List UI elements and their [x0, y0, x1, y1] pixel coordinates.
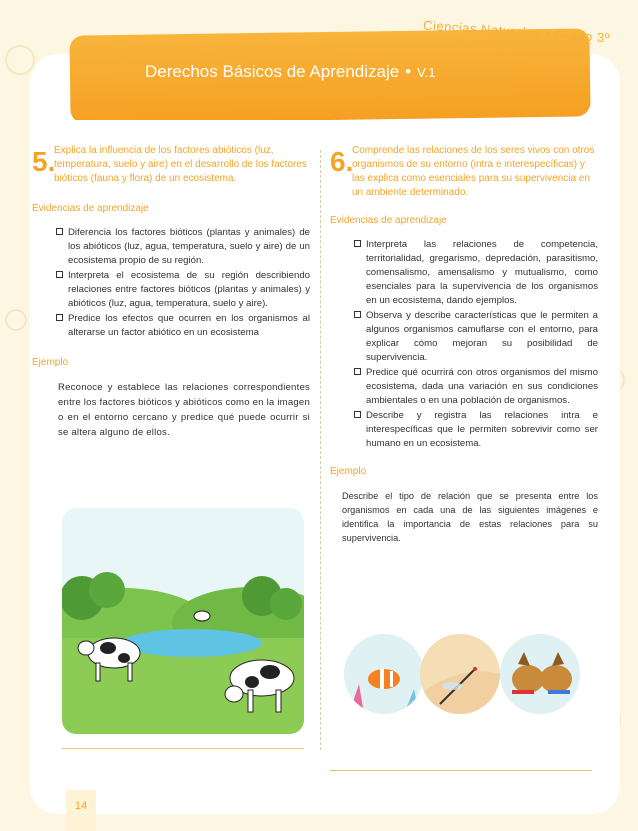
clownfish-icon	[344, 634, 424, 714]
checkbox-icon	[56, 271, 63, 278]
evidencia-item	[58, 269, 310, 311]
checkbox-icon	[56, 228, 63, 235]
page-title	[145, 62, 565, 82]
dba-number: 6.	[330, 146, 354, 177]
evidencia-text: Diferencia los factores bióticos (plantas y animales) de los abióticos (luz, agua, temperatura, suelo y aire) de un ecosistema propio de su región.	[68, 227, 310, 266]
dog-icon	[500, 634, 580, 714]
title-text: Derechos Básicos de Aprendizaje	[145, 62, 400, 81]
ejemplo-text: Describe el tipo de relación que se presenta entre los organismos en cada una de las siguientes imágenes e identifica la importancia de estas relaciones para su supervivencia.	[342, 491, 598, 543]
dba-6	[330, 144, 598, 200]
ejemplo-heading: Ejemplo	[32, 357, 69, 368]
ejemplo-text: Reconoce y establece las relaciones correspondientes entre los factores bióticos y abióticos como en la imagen o en el entorno cercano y predice qué puede ocurrir si se altera alguno de ellos.	[58, 382, 310, 438]
dba-number: 5.	[32, 146, 56, 177]
column-divider	[320, 150, 321, 750]
farm-illustration	[62, 508, 304, 734]
checkbox-icon	[354, 240, 361, 247]
evidencias-heading: Evidencias de aprendizaje	[330, 215, 447, 226]
version-label: V.1	[417, 65, 436, 80]
evidencia-text: Describe y registra las relaciones intra e interespecíficas que le permiten sobrevivir como ser humano en un ecosistema.	[366, 410, 598, 449]
left-column	[32, 144, 310, 440]
evidencias-list	[32, 226, 310, 340]
mosquito-skin-image	[420, 634, 500, 714]
title-separator: •	[405, 62, 412, 81]
left-bottom-rule	[62, 748, 304, 749]
dba-text: Explica la influencia de los factores abióticos (luz, temperatura, suelo y aire) en el desarrollo de los factores bióticos (fauna y flora) de un ecosistema.	[54, 145, 307, 184]
page-number: 14	[66, 790, 96, 831]
right-bottom-rule	[330, 770, 592, 771]
evidencia-item	[58, 226, 310, 268]
mosquito-icon	[420, 634, 500, 714]
dba-5	[32, 144, 310, 186]
evidencia-text: Interpreta el ecosistema de su región describiendo relaciones entre factores bióticos (plantas y animales) y abióticos (luz, agua, temperatura, suelo y aire).	[68, 270, 310, 309]
right-column	[330, 144, 598, 545]
cows-pasture-image	[62, 508, 304, 734]
evidencia-item	[58, 312, 310, 340]
checkbox-icon	[354, 411, 361, 418]
evidencias-heading: Evidencias de aprendizaje	[32, 203, 149, 214]
evidencia-text: Interpreta las relaciones de competencia, territorialidad, gregarismo, depredación, parasitismo, comensalismo, amensalismo y mutualismo, como esenciales para la supervivencia de los organismos en un ecosistema, dando ejemplos.	[366, 239, 598, 306]
dba-text: Comprende las relaciones de los seres vivos con otros organismos de su entorno (intra e interespecíficas) y las explica como esenciales para su supervivencia en un ambiente determinado.	[352, 145, 595, 198]
evidencia-item	[356, 238, 598, 308]
evidencia-item	[356, 409, 598, 451]
evidencia-text: Predice los efectos que ocurren en los organismos al alterarse un factor abiótico en un ecosistema	[68, 313, 310, 338]
subject-heading: Ciencias Naturales • Grado 3º	[422, 17, 611, 46]
checkbox-icon	[56, 314, 63, 321]
evidencia-text: Observa y describe características que le permiten a algunos organismos camuflarse con el entorno, para explicar cómo mejoran su posibilidad de supervivencia.	[366, 310, 598, 363]
evidencia-item	[356, 309, 598, 365]
evidencias-list	[330, 238, 598, 451]
ejemplo-heading: Ejemplo	[330, 466, 367, 477]
dog-flea-image	[500, 634, 580, 714]
evidencia-text: Predice qué ocurrirá con otros organismos del mismo ecosistema, dada una variación en sus condiciones ambientales o en una población de organismos.	[366, 367, 598, 406]
evidencia-item	[356, 366, 598, 408]
clownfish-anemone-image	[344, 634, 424, 714]
checkbox-icon	[354, 368, 361, 375]
checkbox-icon	[354, 311, 361, 318]
